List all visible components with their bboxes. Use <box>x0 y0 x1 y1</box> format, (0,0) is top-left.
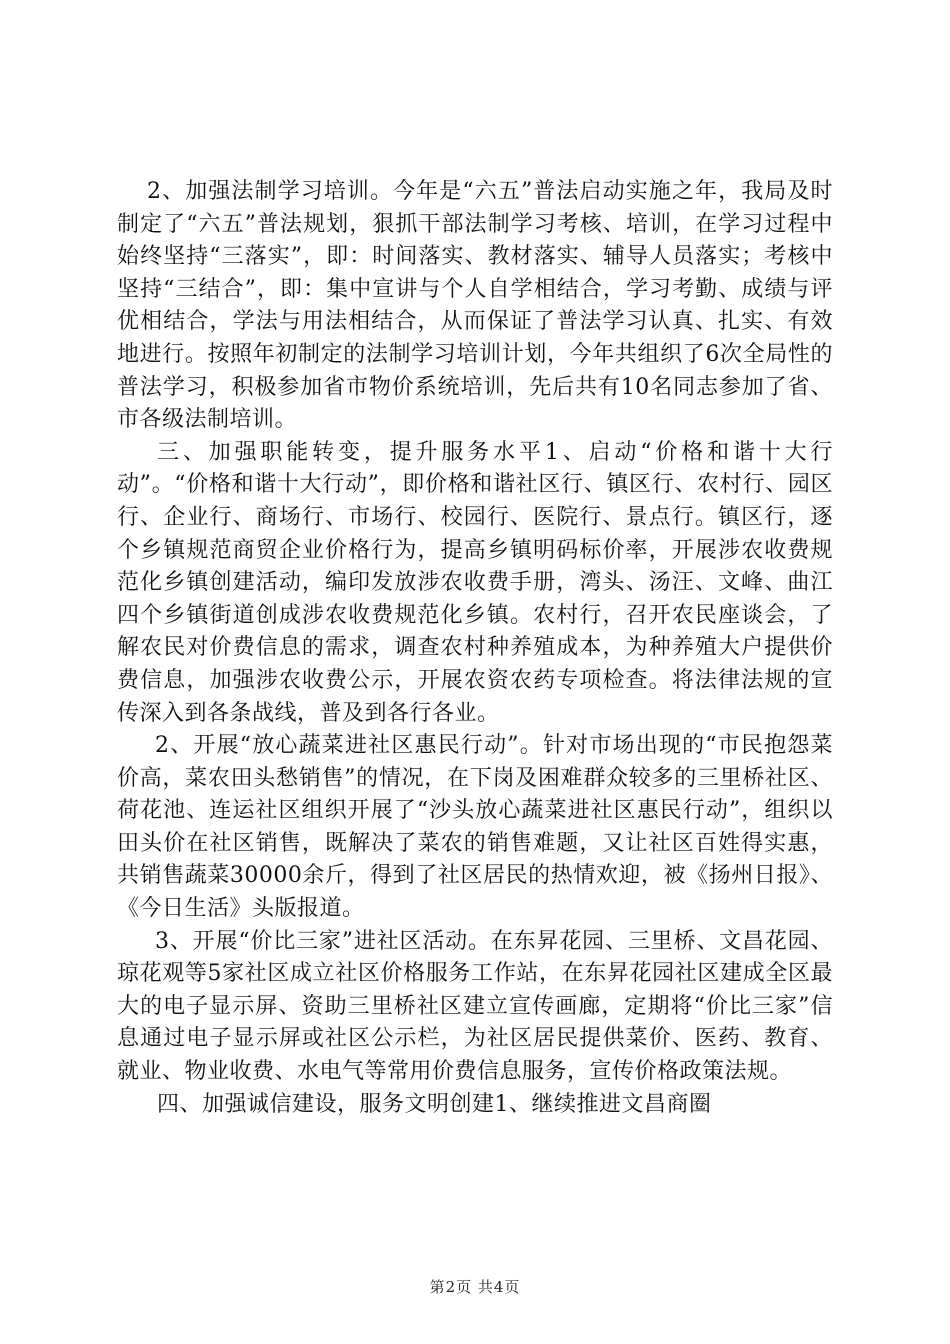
document-body <box>117 176 833 1121</box>
paragraph-legal-training: 2、加强法制学习培训。今年是“六五”普法启动实施之年，我局及时制定了“六五”普法规划，狠抓干部法制学习考核、培训，在学习过程中始终坚持“三落实”，即：时间落实、教材落实、辅导人员落实；考核中坚持“三结合”，即：集中宣讲与个人自学相结合，学习考勤、成绩与评优相结合，学法与用法相结合，从而保证了普法学习认真、扎实、有效地进行。按照年初制定的法制学习培训计划，今年共组织了6次全局性的普法学习，积极参加省市物价系统培训，先后共有10名同志参加了省、市各级法制培训。 <box>117 179 833 433</box>
paragraph-integrity-building: 四、加强诚信建设，服务文明创建1、继续推进文昌商圈 <box>157 1091 712 1117</box>
paragraph-function-transformation: 三、加强职能转变，提升服务水平1、启动“价格和谐十大行动”。“价格和谐十大行动”，即价格和谐社区行、镇区行、农村行、园区行、企业行、商场行、市场行、校园行、医院行、景点行。镇区行，逐个乡镇规范商贸企业价格行为，提高乡镇明码标价率，开展涉农收费规范化乡镇创建活动，编印发放涉农收费手册，湾头、汤汪、文峰、曲江四个乡镇街道创成涉农收费规范化乡镇。农村行，召开农民座谈会，了解农民对价费信息的需求，调查农村种养殖成本，为种养殖大户提供价费信息，加强涉农收费公示，开展农资农药专项检查。将法律法规的宣传深入到各条战线，普及到各行各业。 <box>117 439 833 726</box>
page-number-footer: 第2页 共4页 <box>429 1278 521 1296</box>
paragraph-price-comparison: 3、开展“价比三家”进社区活动。在东昇花园、三里桥、文昌花园、琼花观等5家社区成立社区价格服务工作站，在东昇花园社区建成全区最大的电子显示屏、资助三里桥社区建立宣传画廊，定期将“价比三家”信息通过电子显示屏或社区公示栏，为社区居民提供菜价、医药、教育、就业、物业收费、水电气等常用价费信息服务，宣传价格政策法规。 <box>117 928 833 1085</box>
paragraph-vegetables-community: 2、开展“放心蔬菜进社区惠民行动”。针对市场出现的“市民抱怨菜价高，菜农田头愁销售”的情况，在下岗及困难群众较多的三里桥社区、荷花池、连运社区组织开展了“沙头放心蔬菜进社区惠民行动”，组织以田头价在社区销售，既解决了菜农的销售难题，又让社区百姓得实惠，共销售蔬菜30000余斤，得到了社区居民的热情欢迎，被《扬州日报》、《今日生活》头版报道。 <box>117 733 833 922</box>
